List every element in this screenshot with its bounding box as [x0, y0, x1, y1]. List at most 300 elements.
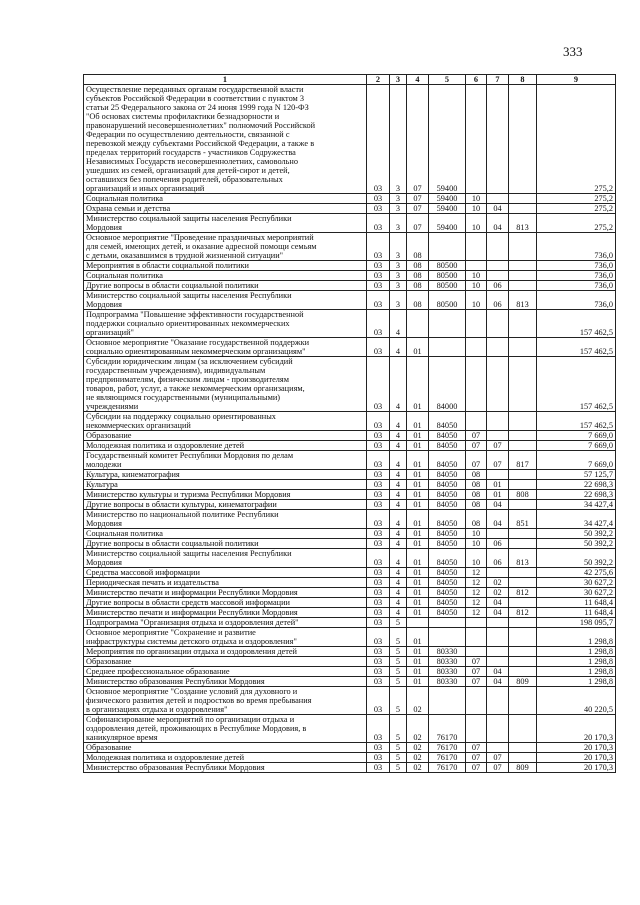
- row-name: Мероприятия по организации отдыха и оздоровления детей: [84, 647, 367, 657]
- row-name: Культура, кинематография: [84, 470, 367, 480]
- row-name: Субсидии юридическим лицам (за исключением субсидий государственным учреждениям), индивидуальным предпринимателям, физическим лицам - производителям товаров, работ, услуг, а также некоммерческим организациям, не являющимся государственными (муниципальными) учреждениями: [84, 357, 367, 412]
- row-program-code: 03: [367, 291, 390, 310]
- table-header-row: [84, 75, 616, 85]
- row-ministry-code: [509, 441, 537, 451]
- row-ministry-code: [509, 598, 537, 608]
- row-section-code: 12: [466, 578, 487, 588]
- row-activity-code: 01: [407, 608, 429, 618]
- row-subsection-code: [487, 412, 509, 431]
- page-number: 333: [563, 44, 583, 59]
- row-program-code: 03: [367, 500, 390, 510]
- row-section-code: 07: [466, 743, 487, 753]
- row-direction-code: 84050: [429, 510, 466, 529]
- row-section-code: [466, 85, 487, 194]
- row-subsection-code: 01: [487, 480, 509, 490]
- row-ministry-code: [509, 500, 537, 510]
- row-program-code: 03: [367, 647, 390, 657]
- row-subsection-code: 04: [487, 500, 509, 510]
- row-name: Министерство печати и информации Республики Мордовия: [84, 588, 367, 598]
- row-section-code: [466, 357, 487, 412]
- row-program-code: 03: [367, 763, 390, 773]
- row-amount: 50 392,2: [537, 529, 616, 539]
- row-name: Охрана семьи и детства: [84, 204, 367, 214]
- row-direction-code: 84050: [429, 588, 466, 598]
- row-section-code: 07: [466, 667, 487, 677]
- row-name: Образование: [84, 431, 367, 441]
- table-row: [84, 687, 616, 715]
- row-ministry-code: [509, 431, 537, 441]
- row-activity-code: 01: [407, 647, 429, 657]
- row-amount: 11 648,4: [537, 598, 616, 608]
- table-row: [84, 743, 616, 753]
- row-activity-code: 08: [407, 271, 429, 281]
- row-direction-code: [429, 233, 466, 261]
- row-subprogram-code: 3: [390, 291, 407, 310]
- row-activity-code: 01: [407, 500, 429, 510]
- table-row: [84, 338, 616, 357]
- column-header: 5: [429, 75, 466, 85]
- table-row: [84, 261, 616, 271]
- table-row: [84, 357, 616, 412]
- row-program-code: 03: [367, 568, 390, 578]
- table-row: [84, 618, 616, 628]
- table-row: [84, 568, 616, 578]
- row-activity-code: [407, 310, 429, 338]
- row-subsection-code: 04: [487, 608, 509, 618]
- row-ministry-code: [509, 338, 537, 357]
- row-amount: 157 462,5: [537, 310, 616, 338]
- table-row: [84, 451, 616, 470]
- row-ministry-code: [509, 204, 537, 214]
- row-name: Министерство социальной защиты населения Республики Мордовия: [84, 291, 367, 310]
- row-program-code: 03: [367, 357, 390, 412]
- row-section-code: [466, 412, 487, 431]
- row-name: Министерство социальной защиты населения Республики Мордовия: [84, 214, 367, 233]
- row-subsection-code: [487, 657, 509, 667]
- row-subprogram-code: 4: [390, 480, 407, 490]
- row-amount: 198 095,7: [537, 618, 616, 628]
- row-ministry-code: [509, 412, 537, 431]
- table-row: [84, 578, 616, 588]
- row-program-code: 03: [367, 667, 390, 677]
- row-program-code: 03: [367, 510, 390, 529]
- row-direction-code: [429, 628, 466, 647]
- row-name: Софинансирование мероприятий по организации отдыха и оздоровления детей, проживающих в Республике Мордовия, в каникулярное время: [84, 715, 367, 743]
- row-subsection-code: [487, 628, 509, 647]
- row-section-code: 12: [466, 608, 487, 618]
- row-name: Министерство образования Республики Мордовия: [84, 677, 367, 687]
- row-name: Осуществление переданных органам государственной власти субъектов Российской Федерации в соответствии с пунктом 3 статьи 25 Федерального закона от 24 июня 1999 года N 120-ФЗ "Об основах системы профилактики безнадзорности и правонарушений несовершеннолетних" полномочий Российской Федерации по осуществлению деятельности, связанной с перевозкой между субъектами Российской Федерации, а также в пределах территорий государств - участников Содружества Независимых Государств несовершеннолетних, самовольно ушедших из семей, организаций для детей-сирот и детей, оставшихся без попечения родителей, образовательных организаций и иных организаций: [84, 85, 367, 194]
- row-program-code: 03: [367, 608, 390, 618]
- row-subsection-code: [487, 647, 509, 657]
- row-amount: 1 298,8: [537, 667, 616, 677]
- row-name: Образование: [84, 743, 367, 753]
- row-program-code: 03: [367, 310, 390, 338]
- row-amount: 275,2: [537, 204, 616, 214]
- table-row: [84, 529, 616, 539]
- row-activity-code: 01: [407, 490, 429, 500]
- row-name: Основное мероприятие "Оказание государственной поддержки социально ориентированным некоммерческим организациям": [84, 338, 367, 357]
- row-subprogram-code: 4: [390, 510, 407, 529]
- row-direction-code: 76170: [429, 743, 466, 753]
- row-ministry-code: [509, 628, 537, 647]
- row-name: Основное мероприятие "Сохранение и развитие инфраструктуры системы детского отдыха и оздоровления": [84, 628, 367, 647]
- row-subprogram-code: 4: [390, 568, 407, 578]
- table-row: [84, 598, 616, 608]
- table-row: [84, 214, 616, 233]
- row-direction-code: 80500: [429, 291, 466, 310]
- row-name: Среднее профессиональное образование: [84, 667, 367, 677]
- row-subsection-code: 06: [487, 549, 509, 568]
- row-amount: 275,2: [537, 194, 616, 204]
- row-direction-code: 80330: [429, 657, 466, 667]
- row-amount: 736,0: [537, 233, 616, 261]
- row-ministry-code: [509, 568, 537, 578]
- row-activity-code: 01: [407, 529, 429, 539]
- row-name: Министерство социальной защиты населения Республики Мордовия: [84, 549, 367, 568]
- row-amount: 736,0: [537, 281, 616, 291]
- row-section-code: 10: [466, 194, 487, 204]
- row-program-code: 03: [367, 677, 390, 687]
- row-program-code: 03: [367, 578, 390, 588]
- row-name: Молодежная политика и оздоровление детей: [84, 441, 367, 451]
- row-activity-code: 02: [407, 715, 429, 743]
- row-subsection-code: [487, 743, 509, 753]
- row-section-code: 10: [466, 539, 487, 549]
- row-ministry-code: [509, 233, 537, 261]
- row-direction-code: [429, 687, 466, 715]
- row-section-code: 08: [466, 510, 487, 529]
- row-section-code: [466, 338, 487, 357]
- row-activity-code: 01: [407, 628, 429, 647]
- row-activity-code: 01: [407, 451, 429, 470]
- row-direction-code: 59400: [429, 85, 466, 194]
- row-program-code: 03: [367, 338, 390, 357]
- row-subprogram-code: 5: [390, 687, 407, 715]
- row-section-code: 12: [466, 568, 487, 578]
- row-name: Периодическая печать и издательства: [84, 578, 367, 588]
- column-header: 8: [509, 75, 537, 85]
- table-row: [84, 500, 616, 510]
- row-subprogram-code: 4: [390, 578, 407, 588]
- table-row: [84, 608, 616, 618]
- row-amount: 1 298,8: [537, 647, 616, 657]
- row-program-code: 03: [367, 588, 390, 598]
- row-activity-code: 07: [407, 85, 429, 194]
- table-row: [84, 539, 616, 549]
- row-amount: 1 298,8: [537, 628, 616, 647]
- row-amount: 7 669,0: [537, 431, 616, 441]
- row-subprogram-code: 5: [390, 667, 407, 677]
- column-header: 7: [487, 75, 509, 85]
- row-direction-code: 76170: [429, 715, 466, 743]
- row-section-code: 10: [466, 204, 487, 214]
- row-program-code: 03: [367, 271, 390, 281]
- row-section-code: [466, 618, 487, 628]
- row-name: Культура: [84, 480, 367, 490]
- row-section-code: [466, 715, 487, 743]
- row-amount: 275,2: [537, 214, 616, 233]
- column-header: 9: [537, 75, 616, 85]
- row-activity-code: 02: [407, 753, 429, 763]
- row-activity-code: 01: [407, 598, 429, 608]
- budget-table: [83, 74, 616, 773]
- row-ministry-code: 812: [509, 608, 537, 618]
- table-row: [84, 628, 616, 647]
- row-subprogram-code: 3: [390, 204, 407, 214]
- table-row: [84, 510, 616, 529]
- row-amount: 30 627,2: [537, 588, 616, 598]
- row-activity-code: 01: [407, 578, 429, 588]
- row-subprogram-code: 5: [390, 677, 407, 687]
- row-section-code: 12: [466, 588, 487, 598]
- row-subprogram-code: 3: [390, 233, 407, 261]
- row-ministry-code: 809: [509, 763, 537, 773]
- row-amount: 20 170,3: [537, 763, 616, 773]
- row-activity-code: 02: [407, 743, 429, 753]
- row-direction-code: 84050: [429, 568, 466, 578]
- row-subprogram-code: 5: [390, 763, 407, 773]
- row-name: Мероприятия в области социальной политики: [84, 261, 367, 271]
- table-row: [84, 281, 616, 291]
- row-activity-code: 01: [407, 549, 429, 568]
- row-section-code: 12: [466, 598, 487, 608]
- row-name: Другие вопросы в области социальной политики: [84, 539, 367, 549]
- row-direction-code: 84050: [429, 608, 466, 618]
- row-ministry-code: [509, 529, 537, 539]
- row-program-code: 03: [367, 194, 390, 204]
- row-program-code: 03: [367, 412, 390, 431]
- row-subsection-code: [487, 271, 509, 281]
- table-row: [84, 271, 616, 281]
- row-name: Субсидии на поддержку социально ориентированных некоммерческих организаций: [84, 412, 367, 431]
- column-header: 4: [407, 75, 429, 85]
- row-name: Социальная политика: [84, 271, 367, 281]
- row-activity-code: 08: [407, 261, 429, 271]
- table-row: [84, 763, 616, 773]
- row-subprogram-code: 4: [390, 310, 407, 338]
- row-amount: 34 427,4: [537, 510, 616, 529]
- row-name: Другие вопросы в области социальной политики: [84, 281, 367, 291]
- row-amount: 40 220,5: [537, 687, 616, 715]
- row-direction-code: 84050: [429, 441, 466, 451]
- row-subsection-code: 06: [487, 281, 509, 291]
- column-header: 6: [466, 75, 487, 85]
- row-direction-code: 84050: [429, 549, 466, 568]
- row-direction-code: 84000: [429, 357, 466, 412]
- row-amount: 275,2: [537, 85, 616, 194]
- row-subprogram-code: 4: [390, 529, 407, 539]
- row-subprogram-code: 3: [390, 214, 407, 233]
- row-subsection-code: 06: [487, 291, 509, 310]
- row-subsection-code: [487, 470, 509, 480]
- row-subsection-code: [487, 310, 509, 338]
- row-subsection-code: [487, 618, 509, 628]
- row-section-code: 10: [466, 529, 487, 539]
- row-section-code: 07: [466, 451, 487, 470]
- row-subsection-code: 04: [487, 204, 509, 214]
- table-row: [84, 431, 616, 441]
- row-section-code: [466, 647, 487, 657]
- row-ministry-code: [509, 85, 537, 194]
- row-activity-code: 01: [407, 357, 429, 412]
- row-program-code: 03: [367, 715, 390, 743]
- row-subsection-code: [487, 568, 509, 578]
- row-ministry-code: [509, 743, 537, 753]
- row-subsection-code: [487, 431, 509, 441]
- row-amount: 50 392,2: [537, 539, 616, 549]
- row-subsection-code: [487, 233, 509, 261]
- row-direction-code: 76170: [429, 763, 466, 773]
- table-row: [84, 480, 616, 490]
- row-subprogram-code: 5: [390, 647, 407, 657]
- row-program-code: 03: [367, 687, 390, 715]
- row-activity-code: 02: [407, 763, 429, 773]
- row-activity-code: 01: [407, 667, 429, 677]
- row-direction-code: [429, 310, 466, 338]
- row-direction-code: 59400: [429, 204, 466, 214]
- row-name: Средства массовой информации: [84, 568, 367, 578]
- row-amount: 20 170,3: [537, 743, 616, 753]
- row-section-code: 07: [466, 441, 487, 451]
- row-subprogram-code: 4: [390, 470, 407, 480]
- row-ministry-code: [509, 667, 537, 677]
- row-amount: 11 648,4: [537, 608, 616, 618]
- row-ministry-code: 808: [509, 490, 537, 500]
- row-subprogram-code: 5: [390, 618, 407, 628]
- row-amount: 157 462,5: [537, 338, 616, 357]
- row-activity-code: 01: [407, 539, 429, 549]
- row-amount: 1 298,8: [537, 657, 616, 667]
- row-name: Министерство образования Республики Мордовия: [84, 763, 367, 773]
- row-direction-code: 84050: [429, 451, 466, 470]
- row-name: Молодежная политика и оздоровление детей: [84, 753, 367, 763]
- row-subprogram-code: 4: [390, 549, 407, 568]
- row-subprogram-code: 4: [390, 598, 407, 608]
- table-row: [84, 549, 616, 568]
- row-activity-code: 01: [407, 568, 429, 578]
- row-subsection-code: 04: [487, 510, 509, 529]
- row-program-code: 03: [367, 233, 390, 261]
- row-direction-code: 84050: [429, 500, 466, 510]
- table-body: [84, 85, 616, 773]
- row-name: Государственный комитет Республики Мордовия по делам молодежи: [84, 451, 367, 470]
- row-activity-code: 07: [407, 194, 429, 204]
- row-subsection-code: 04: [487, 677, 509, 687]
- row-direction-code: [429, 618, 466, 628]
- row-program-code: 03: [367, 441, 390, 451]
- row-direction-code: 84050: [429, 470, 466, 480]
- row-amount: 736,0: [537, 271, 616, 281]
- row-subprogram-code: 5: [390, 743, 407, 753]
- row-ministry-code: 813: [509, 214, 537, 233]
- row-amount: 20 170,3: [537, 715, 616, 743]
- row-subprogram-code: 4: [390, 338, 407, 357]
- row-subprogram-code: 5: [390, 715, 407, 743]
- table-row: [84, 490, 616, 500]
- row-ministry-code: [509, 271, 537, 281]
- row-subsection-code: [487, 687, 509, 715]
- row-name: Другие вопросы в области средств массовой информации: [84, 598, 367, 608]
- row-section-code: 07: [466, 657, 487, 667]
- row-name: Социальная политика: [84, 529, 367, 539]
- row-ministry-code: [509, 470, 537, 480]
- column-header: 3: [390, 75, 407, 85]
- row-activity-code: 01: [407, 412, 429, 431]
- row-subprogram-code: 4: [390, 539, 407, 549]
- row-program-code: 03: [367, 281, 390, 291]
- row-subsection-code: 07: [487, 441, 509, 451]
- row-ministry-code: 809: [509, 677, 537, 687]
- row-direction-code: 84050: [429, 412, 466, 431]
- row-ministry-code: 851: [509, 510, 537, 529]
- row-subsection-code: [487, 85, 509, 194]
- row-activity-code: 01: [407, 338, 429, 357]
- table-row: [84, 412, 616, 431]
- row-activity-code: [407, 618, 429, 628]
- row-amount: 22 698,3: [537, 480, 616, 490]
- row-section-code: 10: [466, 214, 487, 233]
- table-row: [84, 291, 616, 310]
- row-amount: 50 392,2: [537, 549, 616, 568]
- row-subprogram-code: 3: [390, 271, 407, 281]
- row-program-code: 03: [367, 204, 390, 214]
- row-activity-code: 08: [407, 291, 429, 310]
- row-subsection-code: [487, 261, 509, 271]
- row-section-code: [466, 687, 487, 715]
- row-amount: 7 669,0: [537, 451, 616, 470]
- row-direction-code: 80330: [429, 647, 466, 657]
- row-amount: 42 275,6: [537, 568, 616, 578]
- row-subprogram-code: 4: [390, 608, 407, 618]
- row-amount: 7 669,0: [537, 441, 616, 451]
- table-row: [84, 441, 616, 451]
- row-name: Подпрограмма "Организация отдыха и оздоровления детей": [84, 618, 367, 628]
- row-amount: 736,0: [537, 291, 616, 310]
- row-amount: 736,0: [537, 261, 616, 271]
- table-row: [84, 470, 616, 480]
- column-header: 1: [84, 75, 367, 85]
- row-subsection-code: 01: [487, 490, 509, 500]
- row-direction-code: 84050: [429, 480, 466, 490]
- row-name: Основное мероприятие "Создание условий для духовного и физического развития детей и подростков во время пребывания в организациях отдыха и оздоровления": [84, 687, 367, 715]
- row-program-code: 03: [367, 529, 390, 539]
- row-subsection-code: 04: [487, 667, 509, 677]
- row-activity-code: 01: [407, 441, 429, 451]
- row-amount: 57 125,7: [537, 470, 616, 480]
- row-subsection-code: 02: [487, 588, 509, 598]
- row-ministry-code: 812: [509, 588, 537, 598]
- row-name: Другие вопросы в области культуры, кинематографии: [84, 500, 367, 510]
- row-subsection-code: [487, 529, 509, 539]
- row-activity-code: 07: [407, 204, 429, 214]
- row-section-code: 08: [466, 500, 487, 510]
- row-name: Министерство культуры и туризма Республики Мордовия: [84, 490, 367, 500]
- row-activity-code: 01: [407, 677, 429, 687]
- row-amount: 157 462,5: [537, 357, 616, 412]
- row-program-code: 03: [367, 470, 390, 480]
- row-amount: 22 698,3: [537, 490, 616, 500]
- row-ministry-code: [509, 687, 537, 715]
- row-program-code: 03: [367, 743, 390, 753]
- row-subsection-code: 06: [487, 539, 509, 549]
- row-amount: 20 170,3: [537, 753, 616, 763]
- row-program-code: 03: [367, 628, 390, 647]
- row-subsection-code: 07: [487, 451, 509, 470]
- row-direction-code: 80500: [429, 271, 466, 281]
- row-direction-code: 76170: [429, 753, 466, 763]
- table-row: [84, 657, 616, 667]
